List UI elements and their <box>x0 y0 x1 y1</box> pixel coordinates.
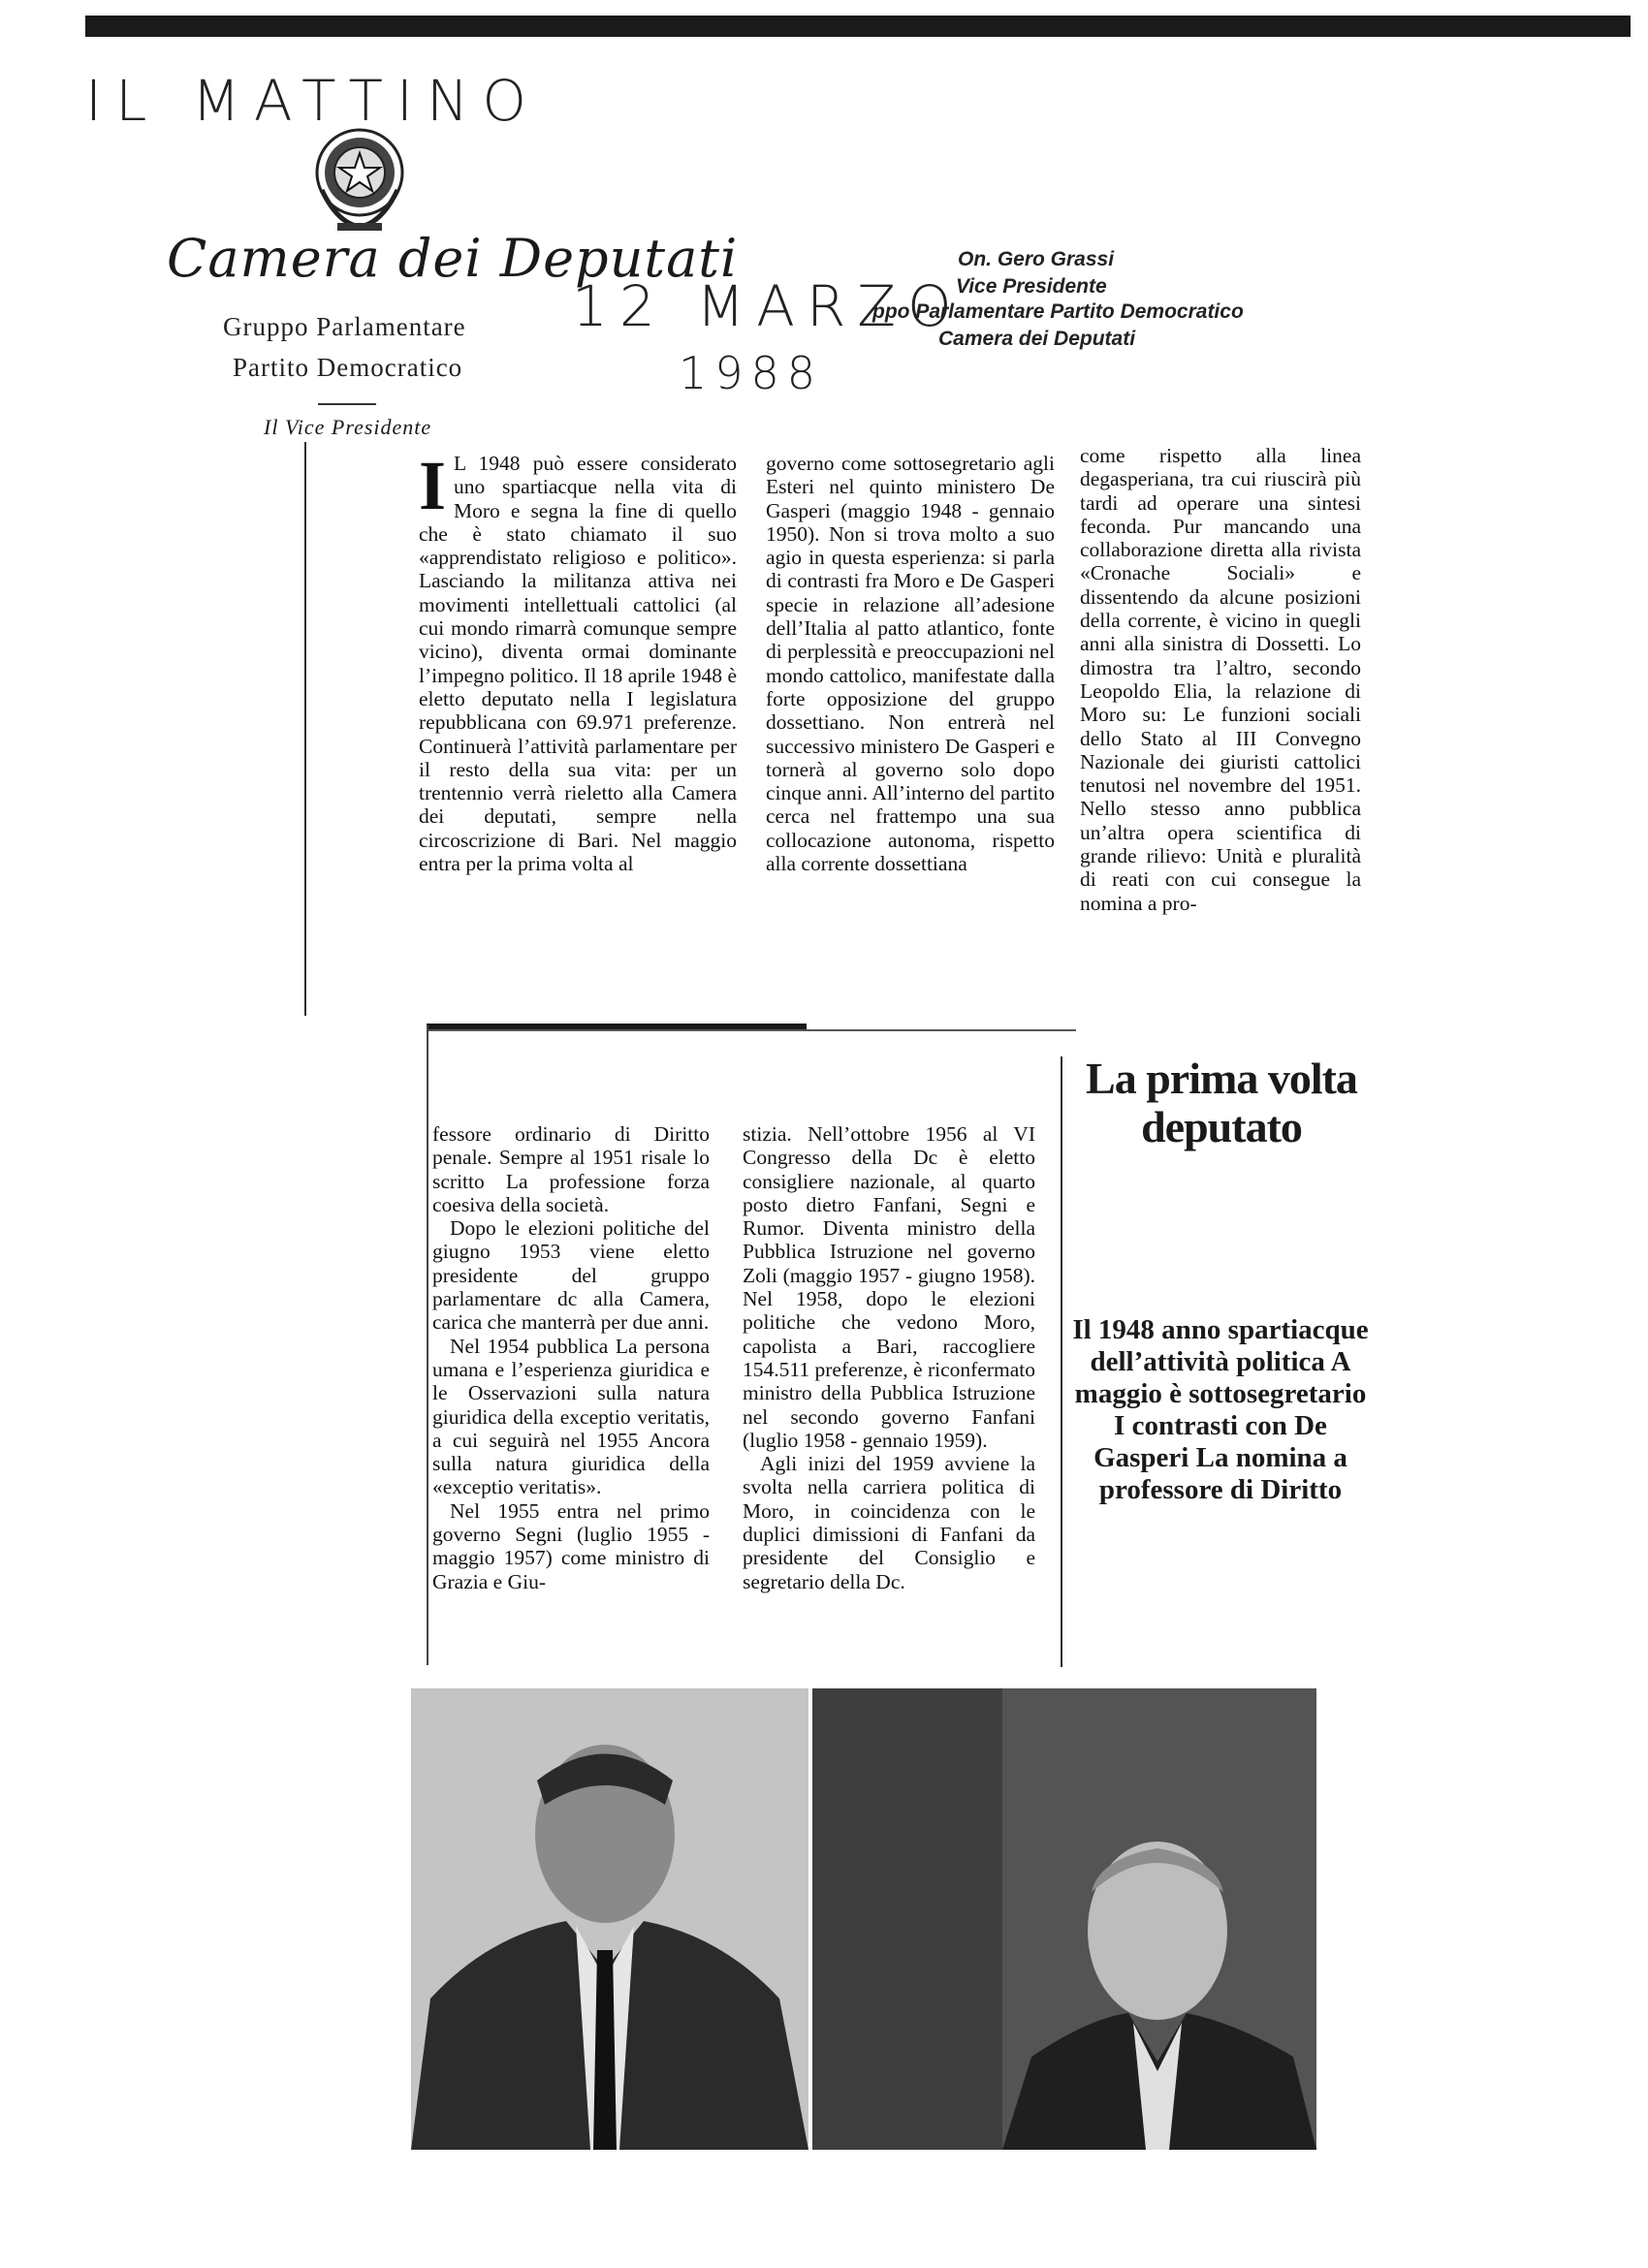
italian-republic-emblem-icon <box>308 122 411 235</box>
handwritten-newspaper-name: IL MATTINO <box>85 68 541 134</box>
margin-rule <box>304 442 306 1016</box>
paragraph: stizia. Nell’ottobre 1956 al VI Congresso della Dc è eletto consigliere nazionale, al quarto posto dietro Fanfani, Segni e Rumor. Diventa ministro della Pubblica Istruzione nel governo Zoli (maggio 1957 - giugno 1958). Nel 1958, dopo le elezioni politiche che vedono Moro, capolista a Bari, raccogliere 154.511 preferenze, è riconfermato ministro della Pubblica Istruzione nel secondo governo Fanfani (luglio 1958 - gennaio 1959). <box>743 1122 1035 1452</box>
photo-divider <box>808 1688 812 2150</box>
article-column-5 <box>743 1122 1035 1593</box>
stamp-role: Vice Presidente <box>956 275 1107 298</box>
news-photo <box>411 1688 1316 2150</box>
article-headline: La prima volta deputato <box>1086 1054 1357 1151</box>
article-column-3 <box>1080 444 1361 915</box>
paragraph: Nel 1955 entra nel primo governo Segni (luglio 1955 - maggio 1957) come ministro di Grazia e Giu- <box>432 1498 710 1593</box>
letterhead-office: Il Vice Presidente <box>264 415 432 439</box>
clipping-left-rule <box>427 1025 428 1665</box>
man-left-silhouette-icon <box>411 1688 808 2150</box>
stamp-group: ppo Parlamentare Partito Democratico <box>872 300 1244 323</box>
photo-right-panel <box>808 1688 1316 2150</box>
article-column-2 <box>766 452 1055 875</box>
column-text: L 1948 può essere considerato uno spartiacque nella vita di Moro e segna la fine di quello che è stato chiamato il suo «apprendistato religioso e politico». Lasciando la militanza attiva nei movimenti intellettuali cattolici (al cui mondo rimarrà comunque sempre vicino), diventa ormai dominante l’impegno politico. Il 18 aprile 1948 è eletto deputato nella I legislatura repubblicana con 69.971 preferenze. Continuerà l’attività parlamentare per il resto della sua vita: per un trentennio verrà rieletto alla Camera dei deputati, sempre nella circoscrizione di Bari. Nel maggio entra per la prima volta al <box>419 452 737 876</box>
handwritten-date-year: 1988 <box>679 347 824 399</box>
letterhead-group: Gruppo Parlamentare <box>223 312 466 341</box>
paragraph: fessore ordinario di Diritto penale. Sempre al 1951 risale lo scritto La professione forza coesiva della società. <box>432 1122 710 1216</box>
letterhead-party: Partito Democratico <box>233 353 463 382</box>
stamp-name: On. Gero Grassi <box>958 248 1115 270</box>
sidebar-rule <box>1061 1056 1062 1667</box>
photo-left-panel <box>411 1688 808 2150</box>
article-column-4 <box>432 1122 710 1593</box>
handwritten-date-day-month: 12 MARZO <box>572 273 964 339</box>
man-right-silhouette-icon <box>808 1688 1316 2150</box>
article-column-1 <box>419 447 737 876</box>
paragraph: Agli inizi del 1959 avviene la svolta nella carriera politica di Moro, in coincidenza con le duplici dimissioni di Fanfani da presidente del Consiglio e segretario della Dc. <box>743 1452 1035 1593</box>
drop-cap: I <box>419 447 447 524</box>
paragraph: Nel 1954 pubblica La persona umana e l’esperienza giuridica e le Osservazioni sulla natura giuridica della exceptio veritatis, a cui seguirà nel 1955 Ancora sulla natura giuridica della «exceptio veritatis». <box>432 1334 710 1499</box>
letterhead-divider <box>318 403 376 405</box>
letterhead-institution: Camera dei Deputati <box>167 228 739 289</box>
article-subheadline: Il 1948 anno spartiacque dell’attività politica A maggio è sottosegretario I contrasti con De Gasperi La nomina a professore di Diritto <box>1072 1314 1369 1505</box>
stamp-chamber: Camera dei Deputati <box>938 328 1136 350</box>
column-text: come rispetto alla linea degasperiana, tra cui riuscirà più tardi ad operare una sintesi feconda. Pur mancando una collaborazione diretta alla rivista «Cronache Sociali» e dissentendo da alcune posizioni della corrente, è vicino in quegli anni alla sinistra di Dossetti. Lo dimostra tra l’altro, secondo Leopoldo Elia, la relazione di Moro su: Le funzioni sociali dello Stato al III Convegno Nazionale dei giuristi cattolici tenutosi nel novembre del 1951. Nello stesso anno pubblica un’altra opera scientifica di grande rilievo: Unità e pluralità di reati con cui consegue la nomina a pro- <box>1080 444 1361 915</box>
clipping-thin-rule <box>427 1029 1076 1031</box>
paragraph: Dopo le elezioni politiche del giugno 1953 viene eletto presidente del gruppo parlamentare dc alla Camera, carica che manterrà per due anni. <box>432 1216 710 1335</box>
column-text: governo come sottosegretario agli Esteri nel quinto ministero De Gasperi (maggio 1948 - gennaio 1950). Non si trova molto a suo agio in questa esperienza: si parla di contrasti fra Moro e De Gasperi specie in relazione all’adesione dell’Italia al patto atlantico, fonte di perplessità e preoccupazioni nel mondo cattolico, manifestate dalla forte opposizione del gruppo dossettiano. Non entrerà nel successivo ministero De Gasperi e tornerà al governo solo dopo cinque anni. All’interno del partito cerca nel frattempo una sua collocazione autonoma, rispetto alla corrente dossettiana <box>766 452 1055 876</box>
top-border-bar <box>85 16 1631 37</box>
